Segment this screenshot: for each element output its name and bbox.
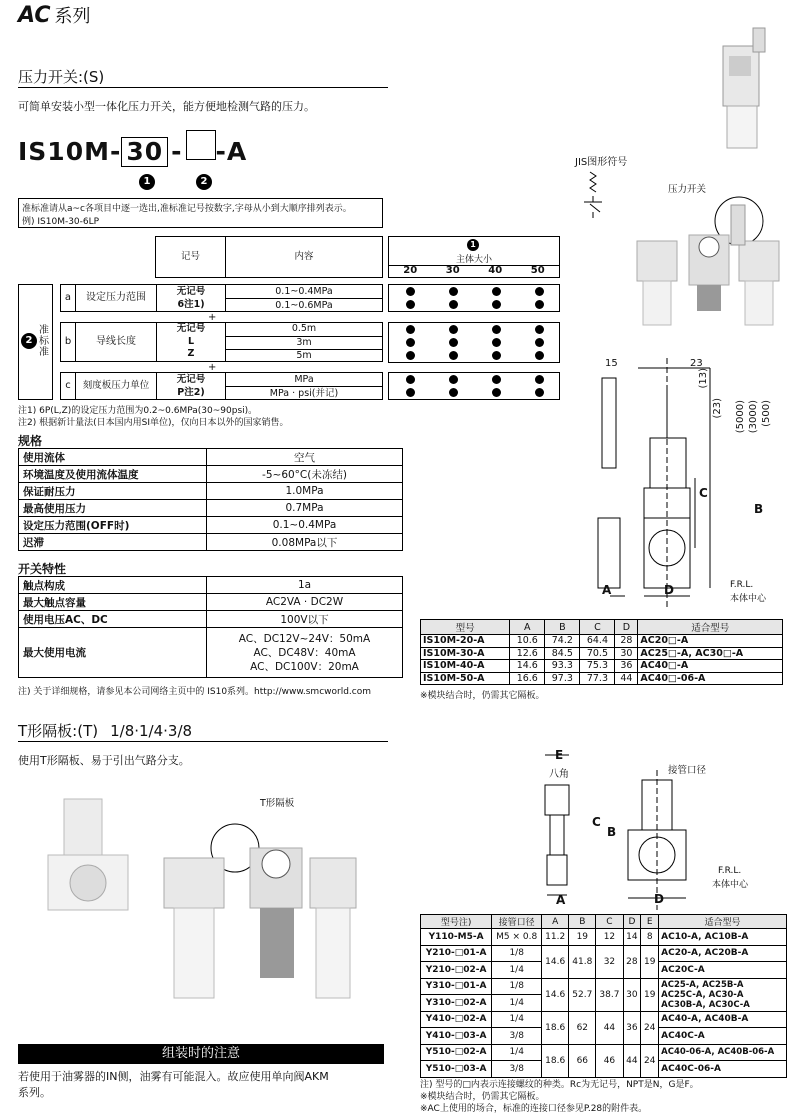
availability-dot [535, 388, 544, 397]
availability-dot [492, 325, 501, 334]
table-row: 最大使用电流 AC、DC12V~24V：50mA AC、DC48V：40mA AC、DC100V：20mA [19, 628, 403, 678]
availability-dot [535, 338, 544, 347]
option-header: 记号 内容 [155, 236, 383, 278]
series-name: AC [18, 3, 51, 28]
availability-dot [492, 375, 501, 384]
section-description: 可简单安装小型一体化压力开关，能方便地检测气路的压力。 [18, 100, 315, 113]
availability-dot [535, 287, 544, 296]
t-spacer-callout: T形隔板 [260, 798, 295, 809]
availability-dot [449, 338, 458, 347]
frl-assembly-photo [633, 195, 783, 335]
dot-group [388, 372, 560, 400]
ordering-note-box: 准标准请从a~c各项目中逐一选出,准标准记号按数字,字母从小到大顺序排列表示。 例) IS10M-30-6LP [18, 198, 383, 228]
t-spacer-frl-photo [160, 808, 360, 1008]
table-row: 触点构成 1a [19, 577, 403, 594]
table-row: Y410-□02-A 1/4 18.6 62 44 36 24 AC40-A, AC40B-A [421, 1011, 787, 1028]
availability-dot [535, 351, 544, 360]
switch-callout-label: 压力开关 [668, 184, 707, 195]
table-row: 保证耐压力 1.0MPa [19, 483, 403, 500]
availability-dot [535, 375, 544, 384]
option-side-label: 2 准标准 [18, 284, 53, 400]
availability-dot [449, 388, 458, 397]
table-row: IS10M-30-A 12.6 84.5 70.5 30 AC25□-A, AC30□-A [421, 647, 783, 660]
table-row: Y410-□03-A 3/8 AC40C-A [421, 1028, 787, 1045]
caution-text: 若使用于油雾器的IN侧，油雾有可能混入。故应使用单向阀AKM [18, 1070, 329, 1083]
callout-1: 1 [139, 174, 155, 190]
switch-char-title: 开关特性 [18, 562, 67, 576]
section-heading-t-spacer: T形隔板:(T) 1/8·1/4·3/8 [18, 720, 388, 742]
dot-group [388, 284, 560, 312]
table-row: Y510-□02-A 1/4 18.6 66 46 44 24 AC40-06-A, AC40B-06-A [421, 1044, 787, 1061]
section-heading-pressure-switch: 压力开关:(S) [18, 66, 388, 88]
pressure-switch-photo [715, 26, 767, 151]
table-row: Y210-□02-A 1/4 AC20C-A [421, 962, 787, 979]
availability-dot [492, 338, 501, 347]
table-row: 最高使用压力 0.7MPa [19, 500, 403, 517]
jis-symbol-label: JIS图形符号 [575, 157, 628, 168]
availability-dot [492, 300, 501, 309]
option-row-a: a 设定压力范围 无记号 6注1) 0.1~0.4MPa 0.1~0.6MPa [60, 284, 383, 312]
availability-dot [449, 325, 458, 334]
caution-text-2: 系列。 [18, 1086, 51, 1099]
availability-dot [406, 375, 415, 384]
specs-title: 规格 [18, 434, 43, 448]
table-row: Y210-□01-A 1/8 14.6 41.8 32 28 19 AC20-A, AC20B-A [421, 945, 787, 962]
table-row: Y310-□02-A 1/4 [421, 995, 787, 1012]
availability-dot [535, 325, 544, 334]
availability-dot [449, 375, 458, 384]
pressure-switch-drawing [590, 358, 785, 608]
table-row: 使用流体 空气 [19, 449, 403, 466]
specs-table [18, 448, 403, 551]
availability-dot [406, 388, 415, 397]
table-row: IS10M-40-A 14.6 93.3 75.3 36 AC40□-A [421, 660, 783, 673]
availability-dot [492, 388, 501, 397]
model-option-box [186, 130, 216, 160]
table-row: Y110-M5-A M5 × 0.8 11.2 19 12 14 8 AC10-A, AC10B-A [421, 929, 787, 946]
table-row: 环境温度及使用流体温度 -5~60°C(未冻结) [19, 466, 403, 483]
model-size-box: 30 [121, 137, 168, 167]
availability-dot [406, 300, 415, 309]
table-row: Y510-□03-A 3/8 AC40C-06-A [421, 1061, 787, 1078]
series-suffix: 系列 [54, 6, 91, 27]
switch-char-table [18, 576, 403, 678]
availability-dot [406, 325, 415, 334]
caution-banner: 组装时的注意 [18, 1044, 384, 1064]
table-row: 设定压力范围(OFF时) 0.1~0.4MPa [19, 517, 403, 534]
table-row: Y310-□01-A 1/8 14.6 52.7 38.7 30 19 AC25-A, AC25B-A AC25C-A, AC30-A AC30B-A, AC30C-A [421, 978, 787, 995]
availability-dot [406, 351, 415, 360]
t-spacer-photo [40, 795, 135, 915]
t-spacer-description: 使用T形隔板、易于引出气路分支。 [18, 754, 190, 767]
jis-symbol-icon [580, 168, 620, 221]
table-row: IS10M-20-A 10.6 74.2 64.4 28 AC20□-A [421, 635, 783, 648]
availability-dot [449, 300, 458, 309]
option-row-c: c 刻度板压力单位 无记号 P注2) MPa MPa · psi(并记) [60, 372, 383, 400]
option-row-b: b 导线长度 无记号 L Z 0.5m 3m 5m [60, 322, 383, 362]
table-row: 使用电压AC、DC 100V以下 [19, 611, 403, 628]
table-row: IS10M-50-A 16.6 97.3 77.3 44 AC40□-06-A [421, 672, 783, 685]
availability-dot [492, 351, 501, 360]
model-code: IS10M- 30 - -A [18, 130, 247, 167]
availability-dot [406, 287, 415, 296]
availability-dot [449, 351, 458, 360]
page-title [18, 2, 91, 28]
availability-dot [449, 287, 458, 296]
dimension-table: 型号 A B C D 适合型号 IS10M-20-A 10.6 74.2 64.4 28 AC20□-A IS10M-30-A 12.6 84.5 70.5 30 AC25□-A, AC30□-A IS10M-40-A 14.6 93.3 75.3 36 AC40□-A IS10M-50-A 16.6 97.3 77.3 44 AC40□-06-A [420, 619, 783, 685]
availability-dot [406, 338, 415, 347]
table-row: 迟滞 0.08MPa以下 [19, 534, 403, 551]
callout-2: 2 [196, 174, 212, 190]
availability-dot [535, 300, 544, 309]
availability-dot [492, 287, 501, 296]
t-spacer-table: 型号注) 接管口径 A B C D E 适合型号 Y110-M5-A M5 × 0.8 11.2 19 12 14 8 AC10-A, AC10B-A Y210-□01-A 1/8 14.6 41.8 32 28 19 AC20-A, AC20B-A Y210-□02-A 1/4 AC20C-A Y310-□01-A 1/8 14.6 52.7 38.7 30 19 AC25-A, AC25B-A AC25C-A, AC30-A AC30B-A, AC30C-A Y310-□02-A 1/4 Y410-□02-A 1/4 18.6 62 44 36 24 AC40-A, AC40B-A Y410-□03-A 3/8 AC40C-A Y510-□02-A 1/4 18.6 66 46 44 24 AC40-06-A, AC40B-06-A Y510-□03-A 3/8 AC40C-06-A [420, 914, 787, 1078]
size-header: 1 主体大小 20 30 40 50 [388, 236, 560, 278]
table-row: 最大触点容量 AC2VA · DC2W [19, 594, 403, 611]
t-spacer-drawing-front [620, 770, 700, 910]
dot-group [388, 322, 560, 363]
